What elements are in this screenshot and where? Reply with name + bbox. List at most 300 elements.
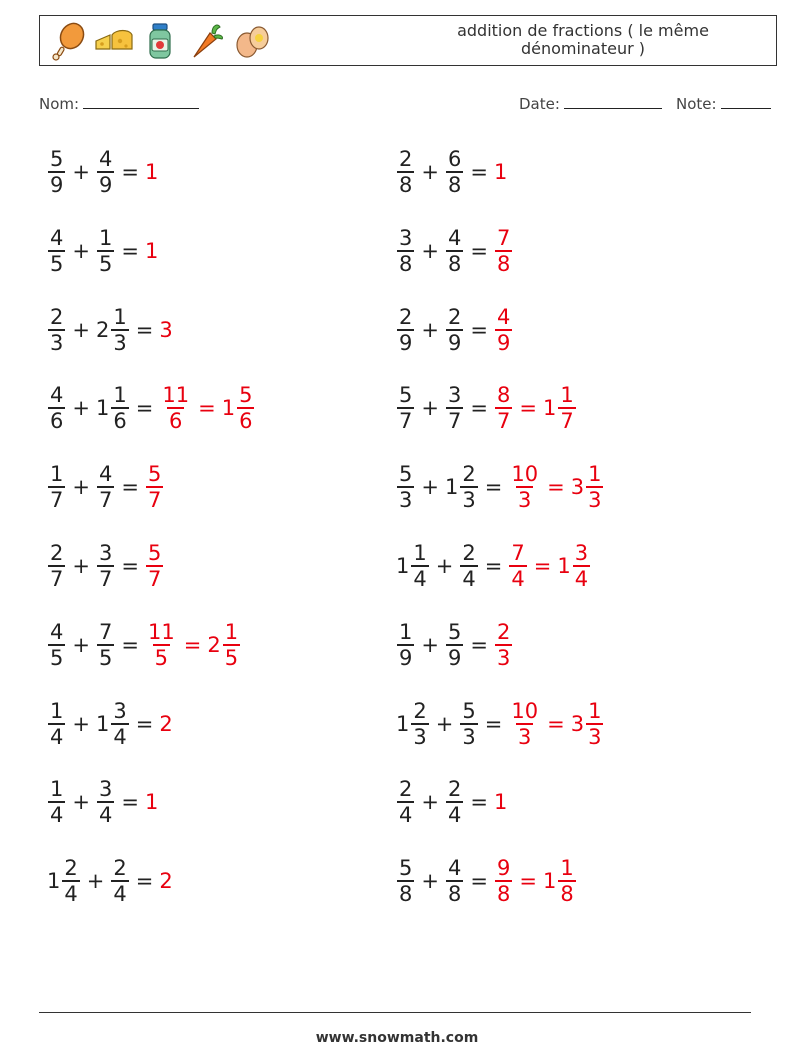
fraction [97,541,114,591]
plus-sign: + [421,317,439,342]
denominator: 4 [462,567,476,591]
denominator: 7 [50,567,64,591]
fraction [509,699,540,749]
whole-number: 2 [207,632,221,657]
whole-number: 1 [542,396,557,421]
numerator: 3 [447,383,462,408]
whole-number: 1 [542,869,557,894]
denominator: 3 [462,724,476,749]
whole-number: 1 [95,711,110,736]
answer [159,318,173,342]
plus-sign: + [72,554,90,578]
answer [508,699,541,749]
fraction [48,777,65,827]
denominator: 5 [154,645,169,670]
eggs-icon [232,21,272,61]
fraction [397,462,414,512]
answer [508,541,527,591]
denominator: 8 [399,882,413,907]
denominator: 3 [50,330,64,355]
numerator: 1 [588,462,602,487]
equals-sign: = [470,396,488,421]
equals-sign: = [519,869,537,894]
denominator: 4 [447,803,462,828]
numerator: 2 [399,777,413,802]
denominator: 4 [113,724,127,749]
fraction [586,462,603,512]
equals-sign: = [470,632,488,657]
fraction [48,383,65,433]
problem [47,378,255,438]
plus-sign: + [72,396,90,421]
numerator: 4 [50,619,64,644]
answer [543,856,577,906]
denominator: 4 [574,567,589,591]
numerator: 11 [162,383,190,408]
numerator: 5 [447,619,462,644]
whole-number: 3 [159,317,173,342]
answer [145,160,159,184]
fraction [397,147,414,197]
whole-number: 1 [557,554,571,578]
fraction [62,856,79,906]
denominator: 7 [399,409,413,434]
fraction [573,541,590,591]
plus-sign: + [72,475,90,500]
fraction [397,777,414,827]
whole-number: 1 [144,160,159,184]
numerator: 11 [147,619,175,644]
equals-sign: = [533,554,552,578]
equals-sign: = [121,238,139,263]
fraction [48,147,65,197]
problem [396,772,508,832]
problem [396,851,577,911]
numerator: 1 [98,225,113,250]
fraction [146,620,177,670]
denominator: 9 [50,173,64,197]
plus-sign: + [421,790,439,815]
fraction [97,777,114,827]
equals-sign: = [470,869,488,894]
denominator: 8 [447,882,462,907]
plus-sign: + [435,711,454,736]
denominator: 3 [588,488,602,513]
worksheet-header [39,15,777,66]
numerator: 4 [98,462,113,487]
numerator: 2 [50,304,64,329]
numerator: 7 [511,541,525,565]
numerator: 3 [98,777,113,802]
fraction [446,777,463,827]
numerator: 4 [447,225,462,250]
fraction [160,383,191,433]
denominator: 7 [560,409,574,434]
numerator: 7 [98,619,113,644]
denominator: 4 [399,803,413,828]
denominator: 9 [447,645,462,670]
jam-jar-icon [140,21,180,61]
fraction [446,620,463,670]
numerator: 1 [560,856,574,881]
fraction [411,541,428,591]
numerator: 2 [447,304,462,329]
fraction [446,856,463,906]
answer [145,620,178,670]
whole-number: 1 [396,554,410,578]
equals-sign: = [121,790,139,815]
equals-sign: = [484,554,503,578]
answer [145,541,164,591]
numerator: 1 [224,619,239,644]
denominator: 6 [113,409,127,434]
fraction [48,620,65,670]
fraction [97,462,114,512]
problem [47,221,159,281]
whole-number: 1 [493,790,508,815]
fraction [446,226,463,276]
whole-number: 1 [144,790,159,815]
numerator: 2 [496,619,511,644]
answer [145,239,159,263]
numerator: 5 [399,462,413,487]
fraction [446,383,463,433]
numerator: 1 [113,304,127,329]
cheese-icon [94,21,134,61]
denominator: 9 [399,330,413,355]
fraction [397,620,414,670]
worksheet-title: addition de fractions ( le même dénominateur ) [457,21,709,58]
plus-sign: + [421,238,439,263]
denominator: 8 [399,251,413,276]
numerator: 4 [447,856,462,881]
numerator: 5 [147,541,162,565]
denominator: 5 [224,645,239,670]
equals-sign: = [135,317,154,342]
whole-number: 1 [95,396,110,421]
plus-sign: + [72,317,90,342]
fraction [558,856,575,906]
fraction [48,226,65,276]
fraction [495,305,512,355]
answer [494,620,513,670]
plus-sign: + [86,869,105,894]
numerator: 4 [496,304,511,329]
numerator: 4 [98,147,113,171]
equals-sign: = [135,711,154,736]
denominator: 7 [147,567,162,591]
denominator: 8 [447,173,462,197]
equals-sign: = [183,632,202,657]
denominator: 4 [413,567,427,591]
numerator: 10 [511,698,539,723]
plus-sign: + [72,711,90,736]
whole-number: 1 [396,711,410,736]
numerator: 1 [113,383,127,408]
numerator: 7 [496,225,511,250]
answer [159,383,192,433]
fraction [397,856,414,906]
answer [207,620,241,670]
denominator: 3 [113,330,127,355]
denominator: 8 [399,173,413,197]
numerator: 1 [50,698,64,723]
fraction [48,541,65,591]
numerator: 3 [98,541,113,565]
footer-site: www.snowmath.com [315,1030,479,1046]
denominator: 8 [496,251,511,276]
denominator: 4 [50,724,64,749]
problem [47,457,164,517]
name-field[interactable] [39,94,199,113]
plus-sign: + [72,160,90,184]
numerator: 5 [399,856,413,881]
denominator: 9 [447,330,462,355]
whole-number: 1 [221,396,236,421]
numerator: 5 [50,147,64,171]
fraction [460,462,477,512]
answer [571,699,605,749]
equals-sign: = [121,160,139,184]
name-blank[interactable] [83,94,199,109]
fraction [446,147,463,197]
denominator: 6 [239,409,253,434]
fraction [237,383,254,433]
denominator: 3 [518,724,532,749]
problem [47,694,174,754]
denominator: 5 [98,251,113,276]
equals-sign: = [484,475,503,500]
denominator: 3 [462,488,476,513]
numerator: 2 [64,856,78,881]
problem [396,457,604,517]
denominator: 8 [447,251,462,276]
numerator: 2 [462,462,476,487]
fraction [495,620,512,670]
fraction [48,462,65,512]
fraction [495,383,512,433]
equals-sign: = [470,160,488,184]
numerator: 5 [147,462,162,487]
answer [222,383,256,433]
fraction [111,383,128,433]
fraction [460,699,477,749]
fraction [495,226,512,276]
equals-sign: = [121,632,139,657]
answer [145,462,164,512]
numerator: 2 [50,541,64,565]
fraction [97,226,114,276]
numerator: 6 [447,147,462,171]
fraction [97,147,114,197]
denominator: 5 [98,645,113,670]
answer [508,462,541,512]
fraction [48,699,65,749]
numerator: 3 [113,698,127,723]
numerator: 1 [50,462,64,487]
problem [396,378,577,438]
plus-sign: + [72,238,90,263]
numerator: 1 [560,383,574,408]
whole-number: 2 [159,869,173,894]
equals-sign: = [547,475,565,500]
plus-sign: + [421,632,439,657]
equals-sign: = [470,317,488,342]
denominator: 4 [511,567,525,591]
note-field[interactable] [676,94,771,113]
answer [159,712,173,736]
denominator: 7 [496,409,511,434]
numerator: 1 [588,698,602,723]
drumstick-icon [48,21,88,61]
numerator: 2 [447,777,462,802]
equals-sign: = [121,554,139,578]
problem [47,142,159,202]
whole-number: 2 [159,711,173,736]
fraction [509,462,540,512]
equals-sign: = [484,711,503,736]
denominator: 6 [169,409,183,434]
problem [47,536,164,596]
numerator: 9 [496,856,511,881]
plus-sign: + [72,790,90,815]
answer [494,383,513,433]
fraction [146,541,163,591]
denominator: 7 [50,488,64,513]
denominator: 5 [50,251,64,276]
note-blank[interactable] [721,94,771,109]
equals-sign: = [470,238,488,263]
numerator: 2 [462,541,476,565]
whole-number: 1 [444,475,459,500]
equals-sign: = [135,396,154,421]
numerator: 4 [50,225,64,250]
equals-sign: = [198,396,216,421]
header-icons [48,21,272,61]
fraction [111,856,128,906]
problem [47,772,159,832]
answer [494,226,513,276]
problem [47,851,174,911]
footer-divider [39,1012,751,1013]
answer [145,790,159,814]
denominator: 6 [50,409,64,434]
fraction [97,620,114,670]
denominator: 5 [50,645,64,670]
plus-sign: + [421,396,439,421]
plus-sign: + [421,475,439,500]
fraction [495,856,512,906]
note-label: Note: [676,95,717,113]
denominator: 3 [413,724,427,749]
problem [47,615,241,675]
numerator: 8 [496,383,511,408]
denominator: 8 [560,882,574,907]
denominator: 3 [518,488,532,513]
equals-sign: = [470,790,488,815]
fraction [146,462,163,512]
answer [494,305,513,355]
denominator: 9 [496,330,511,355]
whole-number: 1 [493,160,508,184]
denominator: 7 [98,567,113,591]
fraction [397,383,414,433]
denominator: 7 [147,488,162,513]
answer [557,541,591,591]
denominator: 3 [399,488,413,513]
problem [396,615,513,675]
denominator: 9 [399,645,413,670]
numerator: 5 [239,383,253,408]
answer [494,160,508,184]
date-field[interactable] [519,94,662,113]
answer [494,856,513,906]
denominator: 3 [496,645,511,670]
fraction [223,620,240,670]
plus-sign: + [421,160,439,184]
problem [396,694,604,754]
date-blank[interactable] [564,94,662,109]
denominator: 7 [98,488,113,513]
denominator: 3 [588,724,602,749]
carrot-icon [186,21,226,61]
plus-sign: + [421,869,439,894]
fraction [111,305,128,355]
whole-number: 2 [95,317,110,342]
plus-sign: + [435,554,454,578]
fraction [446,305,463,355]
equals-sign: = [135,869,154,894]
denominator: 4 [113,882,127,907]
numerator: 2 [399,304,413,329]
fraction [48,305,65,355]
answer [571,462,605,512]
problem [396,300,513,360]
numerator: 1 [50,777,64,802]
numerator: 2 [413,698,427,723]
whole-number: 1 [47,869,61,894]
numerator: 2 [113,856,127,881]
plus-sign: + [72,632,90,657]
fraction [397,226,414,276]
answer [494,790,508,814]
date-label: Date: [519,95,560,113]
numerator: 3 [399,225,413,250]
numerator: 1 [399,619,413,644]
denominator: 4 [50,803,64,828]
equals-sign: = [547,711,565,736]
numerator: 10 [511,462,539,487]
whole-number: 3 [570,475,585,500]
problem [396,536,591,596]
denominator: 9 [98,173,113,197]
equals-sign: = [519,396,537,421]
fraction [397,305,414,355]
answer [159,869,173,893]
whole-number: 1 [144,238,159,263]
fraction [460,541,477,591]
problem [396,142,508,202]
problem [396,221,513,281]
denominator: 8 [496,882,511,907]
fraction [509,541,526,591]
denominator: 7 [447,409,462,434]
answer [543,383,577,433]
numerator: 3 [574,541,589,565]
numerator: 5 [462,698,476,723]
denominator: 4 [98,803,113,828]
denominator: 4 [64,882,78,907]
